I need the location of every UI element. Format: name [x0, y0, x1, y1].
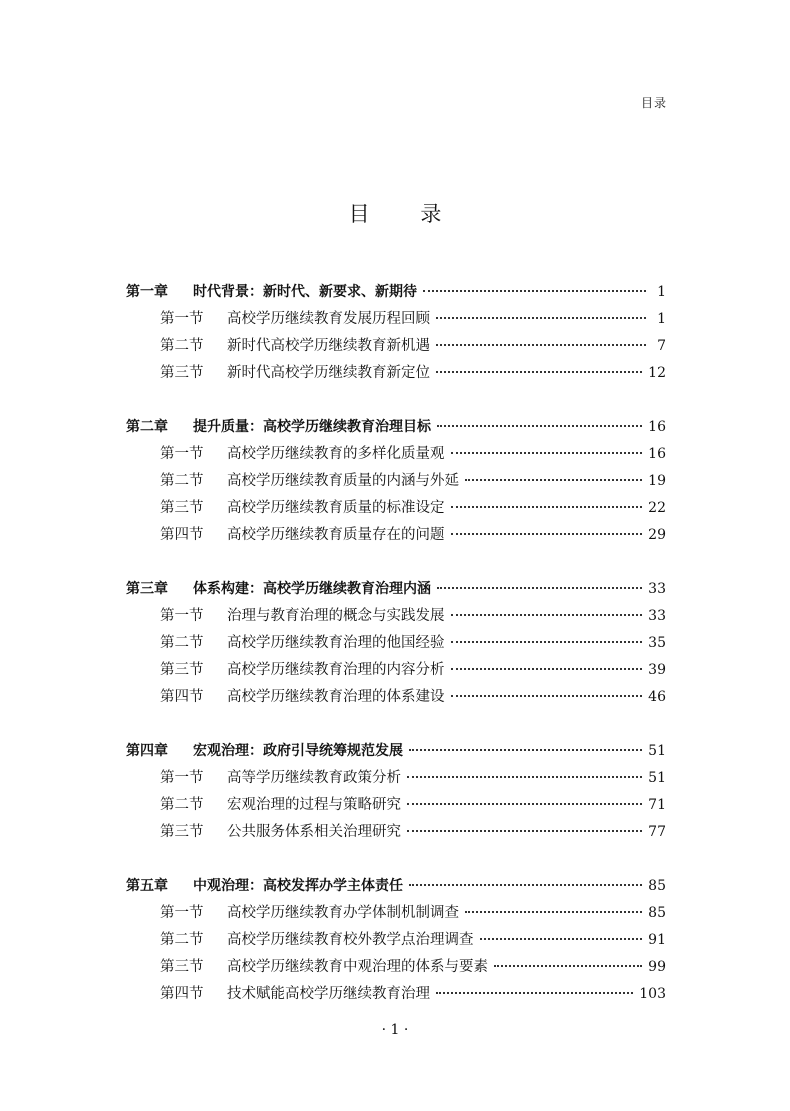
- toc-entry-number: 第一章: [126, 284, 168, 300]
- dot-leader: [409, 882, 642, 886]
- toc-section-entry: [126, 441, 666, 468]
- toc-entry-number: 第一节: [160, 311, 204, 327]
- dot-leader: [451, 531, 643, 535]
- toc-chapter-block: [126, 414, 666, 549]
- toc-entry-title: 高校学历继续教育质量的内涵与外延: [227, 473, 459, 489]
- toc-section-entry: [126, 360, 666, 387]
- toc-entry-number: 第二节: [160, 797, 204, 813]
- page-title: 目 录: [348, 202, 464, 226]
- toc-page-number: 91: [648, 932, 666, 948]
- toc-section-entry: [126, 522, 666, 549]
- toc-page-number: 46: [648, 689, 666, 705]
- toc-entry-title: 高校学历继续教育发展历程回顾: [227, 311, 430, 327]
- toc-page-number: 33: [648, 581, 666, 597]
- toc-page-number: 7: [657, 338, 666, 354]
- dot-leader: [436, 315, 646, 319]
- toc-entry-title: 高校学历继续教育质量的标准设定: [227, 500, 445, 516]
- toc-entry-title: 高校学历继续教育治理的他国经验: [227, 635, 445, 651]
- toc-entry-title: 新时代高校学历继续教育新机遇: [227, 338, 430, 354]
- toc-page-number: 103: [639, 986, 666, 1002]
- dot-leader: [409, 747, 642, 751]
- toc-page-number: 12: [648, 365, 666, 381]
- toc-entry-title: 时代背景：新时代、新要求、新期待: [193, 284, 417, 300]
- toc-page-number: 19: [648, 473, 666, 489]
- page-number-footer: · 1 ·: [381, 1022, 409, 1038]
- toc-section-entry: [126, 306, 666, 333]
- toc-section-entry: [126, 657, 666, 684]
- toc-entry-number: 第四节: [160, 689, 204, 705]
- toc-chapter-entry: [126, 279, 666, 306]
- dot-leader: [436, 369, 642, 373]
- dot-leader: [436, 342, 646, 346]
- toc-page-number: 1: [657, 311, 666, 327]
- toc-entry-number: 第三节: [160, 824, 204, 840]
- toc-chapter-entry: [126, 576, 666, 603]
- toc-entry-number: 第三节: [160, 959, 204, 975]
- dot-leader: [407, 774, 642, 778]
- toc-entry-title: 体系构建：高校学历继续教育治理内涵: [193, 581, 431, 597]
- dot-leader: [451, 693, 643, 697]
- toc-entry-number: 第三节: [160, 662, 204, 678]
- dot-leader: [451, 504, 643, 508]
- toc-page-number: 33: [648, 608, 666, 624]
- toc-entry-number: 第四章: [126, 743, 168, 759]
- dot-leader: [451, 612, 643, 616]
- toc-entry-title: 公共服务体系相关治理研究: [227, 824, 401, 840]
- toc-page-number: 39: [648, 662, 666, 678]
- toc-entry-title: 高校学历继续教育校外教学点治理调查: [227, 932, 474, 948]
- toc-section-entry: [126, 819, 666, 846]
- toc-page-number: 85: [648, 878, 666, 894]
- dot-leader: [451, 639, 643, 643]
- toc-entry-number: 第三节: [160, 365, 204, 381]
- toc-entry-title: 宏观治理：政府引导统筹规范发展: [193, 743, 403, 759]
- toc-entry-title: 技术赋能高校学历继续教育治理: [227, 986, 430, 1002]
- toc-chapter-block: [126, 279, 666, 387]
- toc-page-number: 1: [657, 284, 666, 300]
- toc-entry-title: 高等学历继续教育政策分析: [227, 770, 401, 786]
- toc-section-entry: [126, 792, 666, 819]
- toc-page-number: 85: [648, 905, 666, 921]
- toc-entry-title: 高校学历继续教育治理的内容分析: [227, 662, 445, 678]
- toc-section-entry: [126, 765, 666, 792]
- toc-page-number: 51: [648, 743, 666, 759]
- toc-page-number: 16: [648, 446, 666, 462]
- dot-leader: [480, 936, 643, 940]
- toc-page-number: 35: [648, 635, 666, 651]
- toc-entry-title: 高校学历继续教育治理的体系建设: [227, 689, 445, 705]
- toc-entry-title: 高校学历继续教育的多样化质量观: [227, 446, 445, 462]
- toc-chapter-entry: [126, 414, 666, 441]
- dot-leader: [437, 585, 642, 589]
- toc-entry-title: 宏观治理的过程与策略研究: [227, 797, 401, 813]
- dot-leader: [465, 477, 642, 481]
- toc-entry-number: 第一节: [160, 446, 204, 462]
- toc-chapter-entry: [126, 873, 666, 900]
- dot-leader: [407, 801, 642, 805]
- toc-chapter-block: [126, 576, 666, 711]
- toc-page-number: 29: [648, 527, 666, 543]
- toc-section-entry: [126, 927, 666, 954]
- dot-leader: [465, 909, 642, 913]
- toc-entry-number: 第二节: [160, 473, 204, 489]
- toc-page-number: 51: [648, 770, 666, 786]
- toc-section-entry: [126, 495, 666, 522]
- toc-section-entry: [126, 603, 666, 630]
- toc-chapter-entry: [126, 738, 666, 765]
- toc-section-entry: [126, 630, 666, 657]
- toc-entry-number: 第四节: [160, 986, 204, 1002]
- toc-entry-number: 第五章: [126, 878, 168, 894]
- dot-leader: [451, 666, 643, 670]
- toc-entry-title: 新时代高校学历继续教育新定位: [227, 365, 430, 381]
- toc-entry-number: 第二章: [126, 419, 168, 435]
- toc-section-entry: [126, 981, 666, 1008]
- toc-entry-number: 第一节: [160, 905, 204, 921]
- toc-page-number: 22: [648, 500, 666, 516]
- table-of-contents: [126, 279, 666, 1035]
- toc-section-entry: [126, 468, 666, 495]
- toc-chapter-block: [126, 873, 666, 1008]
- toc-entry-title: 治理与教育治理的概念与实践发展: [227, 608, 445, 624]
- toc-entry-number: 第二节: [160, 635, 204, 651]
- toc-page-number: 99: [648, 959, 666, 975]
- dot-leader: [451, 450, 643, 454]
- toc-entry-number: 第四节: [160, 527, 204, 543]
- toc-section-entry: [126, 954, 666, 981]
- toc-entry-title: 高校学历继续教育质量存在的问题: [227, 527, 445, 543]
- dot-leader: [423, 288, 646, 292]
- toc-entry-title: 中观治理：高校发挥办学主体责任: [193, 878, 403, 894]
- toc-entry-number: 第一节: [160, 608, 204, 624]
- toc-section-entry: [126, 333, 666, 360]
- toc-entry-number: 第一节: [160, 770, 204, 786]
- dot-leader: [437, 423, 642, 427]
- toc-entry-number: 第三节: [160, 500, 204, 516]
- toc-entry-number: 第二节: [160, 338, 204, 354]
- dot-leader: [494, 963, 642, 967]
- running-head: 目录: [640, 96, 667, 110]
- toc-chapter-block: [126, 738, 666, 846]
- toc-page-number: 77: [648, 824, 666, 840]
- toc-page-number: 16: [648, 419, 666, 435]
- toc-entry-number: 第三章: [126, 581, 168, 597]
- toc-entry-title: 提升质量：高校学历继续教育治理目标: [193, 419, 431, 435]
- toc-entry-title: 高校学历继续教育中观治理的体系与要素: [227, 959, 488, 975]
- dot-leader: [436, 990, 633, 994]
- toc-entry-number: 第二节: [160, 932, 204, 948]
- toc-entry-title: 高校学历继续教育办学体制机制调查: [227, 905, 459, 921]
- toc-section-entry: [126, 684, 666, 711]
- toc-section-entry: [126, 900, 666, 927]
- toc-page-number: 71: [648, 797, 666, 813]
- dot-leader: [407, 828, 642, 832]
